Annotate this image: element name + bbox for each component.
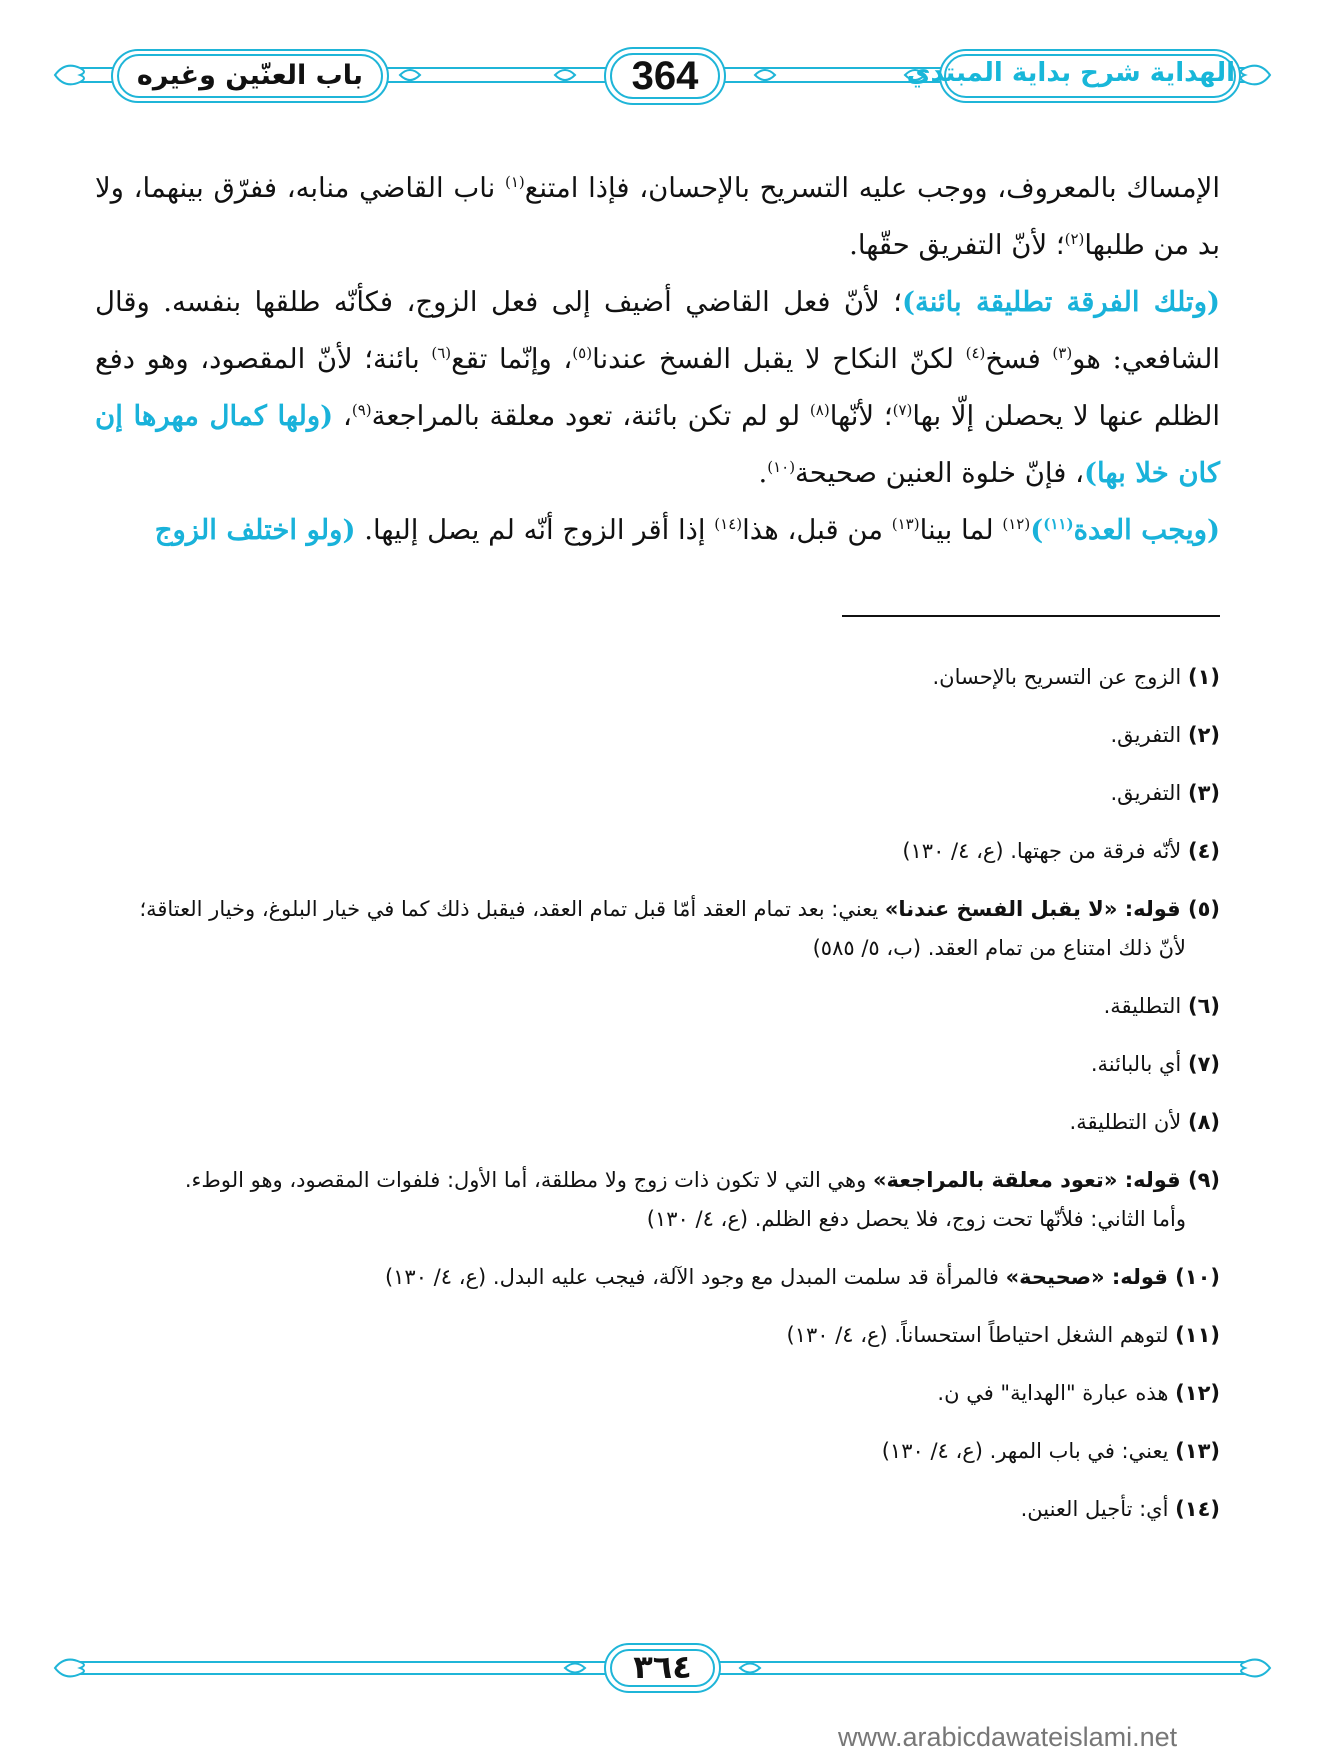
footnote-text: لأن التطليقة.: [1069, 1110, 1188, 1134]
footnote-number: (١٢): [1175, 1381, 1220, 1405]
footnotes: [95, 658, 1220, 1548]
footnote-text: وهي التي لا تكون ذات زوج ولا مطلقة، أما الأول: فلفوات المقصود، وهو الوطء.: [184, 1168, 873, 1192]
text-run: إذا أقر الزوج أنّه لم يصل إليها.: [355, 514, 715, 546]
text-run: الإمساك بالمعروف، ووجب عليه التسريح بالإحسان، فإذا امتنع: [524, 172, 1220, 204]
footnote-text: لتوهم الشغل احتياطاً استحساناً. (ع، ٤/ ١٣٠): [786, 1323, 1176, 1347]
footnote-5: [95, 890, 1220, 968]
main-text: [95, 160, 1220, 559]
footnote-11: [95, 1316, 1220, 1355]
footnote-continuation: وأما الثاني: فلأنّها تحت زوج، فلا يحصل دفع الظلم. (ع، ٤/ ١٣٠): [646, 1207, 1186, 1231]
text-run: لو لم تكن بائنة، تعود معلقة بالمراجعة: [371, 400, 810, 432]
footnote-4: [95, 832, 1220, 871]
footnote-13: [95, 1432, 1220, 1471]
footnote-lemma: قوله: «تعود معلقة بالمراجعة»: [872, 1168, 1188, 1192]
footnote-number: (٨): [1187, 1110, 1220, 1134]
footnote-continuation: لأنّ ذلك امتناع من تمام العقد. (ب، ٥/ ٥٨٥): [812, 936, 1186, 960]
footnote-ref[interactable]: (٢): [1064, 229, 1085, 248]
footnote-text: التطليقة.: [1103, 994, 1188, 1018]
text-run: ؛ لأنّها: [829, 400, 893, 432]
footnote-number: (١٠): [1175, 1265, 1220, 1289]
paragraph-3: [95, 502, 1220, 559]
matn-highlight: (وتلك الفرقة تطليقة بائنة): [901, 286, 1220, 318]
text-run: لما بينا: [919, 514, 1003, 546]
footnote-ref[interactable]: (٩): [351, 400, 372, 419]
footnote-number: (١٣): [1175, 1439, 1220, 1463]
matn-highlight: (ولها كمال مهرها إن كان خلا بها): [95, 400, 1220, 489]
footnote-number: (١): [1187, 665, 1220, 689]
matn-highlight: (ولو اختلف الزوج: [154, 514, 356, 546]
footnote-14: [95, 1490, 1220, 1529]
footnote-2: [95, 716, 1220, 755]
text-run: ، فإنّ خلوة العنين صحيحة: [795, 457, 1085, 489]
footnote-ref[interactable]: (٨): [809, 400, 830, 419]
footnote-ref[interactable]: (١٢): [1002, 514, 1031, 533]
footnote-text: أي: تأجيل العنين.: [1020, 1497, 1176, 1521]
footnote-number: (٩): [1187, 1168, 1220, 1192]
footnote-text: لأنّه فرقة من جهتها. (ع، ٤/ ١٣٠): [902, 839, 1188, 863]
footnote-8: [95, 1103, 1220, 1142]
text-run: لكنّ النكاح لا يقبل الفسخ عندنا: [592, 343, 966, 375]
footnote-ref[interactable]: (١): [505, 172, 525, 191]
text-run: ؛ لأنّ فعل القاضي أضيف إلى فعل الزوج، فكأنّه طلقها بنفسه. وقال الشافعي: هو: [95, 286, 1221, 375]
footnote-ref[interactable]: (٧): [892, 400, 913, 419]
text-run: .: [758, 457, 768, 489]
footnote-lemma: قوله: «صحيحة»: [1005, 1265, 1176, 1289]
footnote-number: (٢): [1187, 723, 1220, 747]
footnote-ref[interactable]: (٥): [572, 343, 593, 362]
footnote-number: (١١): [1175, 1323, 1220, 1347]
website-url[interactable]: www.arabicdawateislami.net: [838, 1722, 1178, 1752]
text-run: ،: [333, 400, 352, 432]
footnote-12: [95, 1374, 1220, 1413]
footnote-number: (٧): [1187, 1052, 1220, 1076]
footnote-number: (١٤): [1175, 1497, 1220, 1521]
matn-highlight: (ويجب العدة: [1073, 514, 1220, 546]
footnote-number: (٦): [1187, 994, 1220, 1018]
page-header: [0, 0, 1325, 150]
paragraph-2: [95, 274, 1220, 502]
chapter-title: باب العنّين وغيره: [136, 60, 364, 91]
footnote-number: (٤): [1187, 839, 1220, 863]
footnote-9: [95, 1161, 1220, 1239]
text-run: ناب القاضي منابه، ففرّق بينهما، ولا بد من طلبها: [95, 172, 1220, 261]
text-run: بائنة؛ لأنّ المقصود، وهو دفع الظلم عنها لا يحصلن إلّا بها: [95, 343, 1220, 432]
footnote-text: فالمرأة قد سلمت المبدل مع وجود الآلة، فيجب عليه البدل. (ع، ٤/ ١٣٠): [384, 1265, 1006, 1289]
footnote-ref[interactable]: (١٤): [714, 514, 743, 533]
text-run: ؛ لأنّ التفريق حقّها.: [849, 229, 1065, 261]
footnote-number: (٥): [1187, 897, 1220, 921]
footnote-ref[interactable]: (١٠): [767, 457, 796, 476]
book-title: الهداية شرح بداية المبتدي: [906, 58, 1235, 88]
footnote-ref[interactable]: (١١): [1043, 514, 1074, 533]
footer-page-number: ٣٦٤: [633, 1648, 692, 1686]
text-run: ، وإنّما تقع: [451, 343, 573, 375]
paragraph-1: [95, 160, 1220, 274]
footnote-7: [95, 1045, 1220, 1084]
footnote-ref[interactable]: (٦): [431, 343, 452, 362]
text-run: فسخ: [985, 343, 1053, 375]
footnote-text: يعني: بعد تمام العقد أمّا قبل تمام العقد، فيقبل ذلك كما في خيار البلوغ، وخيار العتاقة؛: [139, 897, 885, 921]
footnote-ref[interactable]: (٤): [965, 343, 986, 362]
footnote-number: (٣): [1187, 781, 1220, 805]
text-run: من قبل، هذا: [742, 514, 892, 546]
footnote-ref[interactable]: (١٣): [891, 514, 920, 533]
footnote-6: [95, 987, 1220, 1026]
footnote-separator: [842, 615, 1220, 617]
page-footer: [0, 1640, 1325, 1710]
footnote-text: الزوج عن التسريح بالإحسان.: [932, 665, 1188, 689]
footnote-10: [95, 1258, 1220, 1297]
footnote-3: [95, 774, 1220, 813]
footnote-text: التفريق.: [1110, 781, 1188, 805]
footnote-lemma: قوله: «لا يقبل الفسخ عندنا»: [884, 897, 1188, 921]
footnote-1: [95, 658, 1220, 697]
matn-highlight: ): [1030, 514, 1044, 546]
footnote-text: هذه عبارة "الهداية" في ن.: [937, 1381, 1176, 1405]
footnote-text: يعني: في باب المهر. (ع، ٤/ ١٣٠): [881, 1439, 1176, 1463]
footnote-text: التفريق.: [1110, 723, 1188, 747]
footnote-text: أي بالبائنة.: [1090, 1052, 1188, 1076]
header-page-number: 364: [631, 54, 699, 98]
footnote-ref[interactable]: (٣): [1052, 343, 1073, 362]
